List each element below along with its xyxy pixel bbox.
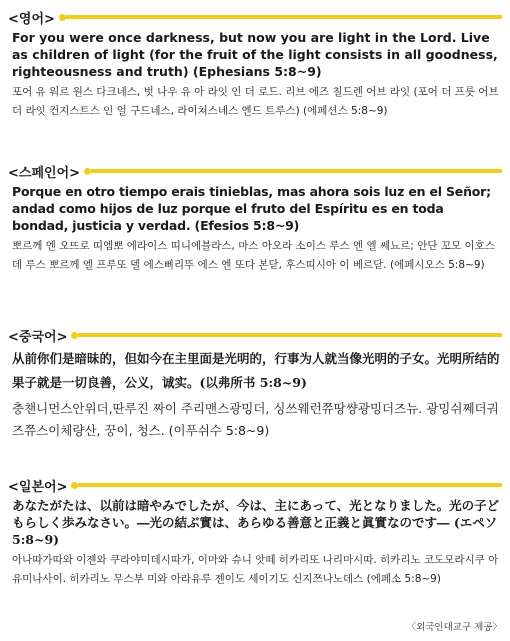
heading-label: <중국어> bbox=[8, 329, 68, 345]
heading-label: <영어> bbox=[8, 11, 55, 27]
heading-dot bbox=[71, 482, 78, 489]
source-credit: 〈외국인대교구 제공〉 bbox=[406, 622, 502, 633]
section-japanese bbox=[8, 476, 502, 589]
verse-text: 从前你们是暗昧的，但如今在主里面是光明的，行事为人就当像光明的子女。光明所结的果子就是一切良善，公义，诚实。(以弗所书 5:8~9) bbox=[12, 351, 500, 390]
pronunciation-text: 포어 유 워르 원스 다크네스, 벗 나우 유 아 라잇 인 더 로드. 리브 에즈 칠드렌 어브 라잇 (포어 더 프룻 어브 더 라잇 컨지스트스 인 얼 구드네스, 라이쳐스네스 엔드 트루스) (에페션스 5:8~9) bbox=[12, 86, 499, 117]
heading-dot bbox=[59, 14, 66, 21]
section-heading bbox=[8, 326, 502, 344]
section-spanish bbox=[8, 162, 502, 275]
pronunciation-text: 아나따가따와 이젠와 쿠라야미데시따가, 이마와 슈니 앗떼 히카리또 나리마시따. 히카리노 코도모라시쿠 아유미나사이. 히카리노 무스부 미와 아라유루 젠이도 세이기도 신지쯔나노데스 (에페소 5:8~9) bbox=[12, 554, 499, 585]
heading-dot bbox=[71, 332, 78, 339]
pronunciation-text: 충챈니먼스안위더,딴루진 짜이 주리맨스광밍더, 싱쓰웨런쮸땅썅광밍더즈뉴. 광밍쉬쩨더궈즈쮸스이체량산, 꿍이, 청스. (이푸쉬수 5:8~9) bbox=[12, 401, 499, 438]
pronunciation-text: 뽀르께 엔 오뜨로 띠엠뽀 에라이스 띠니에블라스, 마스 아오라 소이스 루스 엔 엘 쎄뇨르; 안단 꼬모 이호스 데 루스 뽀르께 엘 프루또 델 에스삐리뚜 에스 엔 또다 본닫, 후스띠시아 이 베르닫. (에페시오스 5:8~9) bbox=[12, 240, 495, 271]
section-chinese bbox=[8, 326, 502, 442]
section-english bbox=[8, 8, 502, 121]
heading-label: <일본어> bbox=[8, 479, 68, 495]
verse-text: For you were once darkness, but now you are light in the Lord. Live as children of light (for the fruit of the light consists in all goodness, righteousness and truth) (Ephesians 5:8~9) bbox=[12, 30, 498, 79]
heading-rule bbox=[78, 483, 502, 487]
section-heading bbox=[8, 162, 502, 180]
heading-dot bbox=[84, 168, 91, 175]
verse-text: あなたがたは、以前は暗やみでしたが、今は、主にあって、光となりました。光の子どもらしく歩みなさい。―光の結ぶ實は、あらゆる善意と正義と眞實なのです― (エペソ 5:8~9) bbox=[12, 498, 500, 547]
heading-rule bbox=[66, 15, 502, 19]
heading-label: <스페인어> bbox=[8, 165, 81, 181]
heading-rule bbox=[78, 333, 502, 337]
verse-text: Porque en otro tiempo erais tinieblas, mas ahora sois luz en el Señor; andad como hijos de luz porque el fruto del Espíritu es en toda bondad, justicia y verdad. (Efesios 5:8~9) bbox=[12, 184, 491, 233]
section-heading bbox=[8, 8, 502, 26]
heading-rule bbox=[91, 169, 502, 173]
section-heading bbox=[8, 476, 502, 494]
